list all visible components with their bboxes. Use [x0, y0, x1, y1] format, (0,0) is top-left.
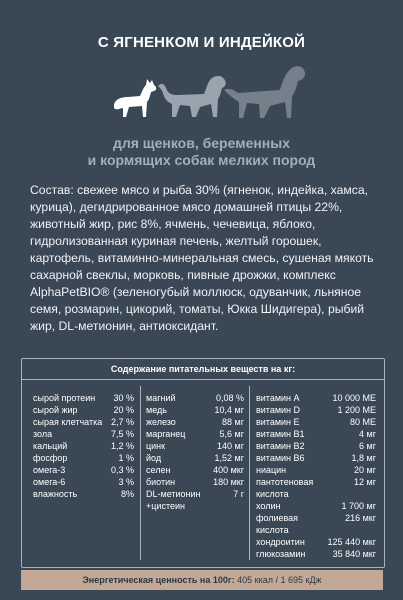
nutrient-name: пантотеновая	[256, 477, 314, 487]
nutrient-row	[256, 392, 376, 404]
nutrients-column-1	[33, 392, 134, 500]
nutrient-value: 7,5 %	[110, 429, 134, 439]
nutrient-row	[33, 428, 134, 440]
nutrient-name: хондроитин	[256, 537, 305, 547]
nutrient-value: 2,7 %	[110, 417, 134, 427]
nutrient-value: 6 мг	[359, 441, 376, 451]
nutrient-row	[256, 500, 376, 512]
nutrient-name: магний	[146, 393, 176, 403]
nutrient-name: DL-метионин	[146, 489, 201, 499]
nutrient-name: кислота	[256, 525, 289, 535]
nutrient-row	[146, 416, 244, 428]
nutrient-name: омега-3	[33, 465, 66, 475]
product-title: С ЯГНЕНКОМ И ИНДЕЙКОЙ	[97, 34, 306, 51]
nutrient-row	[33, 440, 134, 452]
composition-text: Состав: свежее мясо и рыба 30% (ягненок, индейка, хамса, курица), дегидрированное мясо домашней птицы 22%, животный жир, рис 8%, ячмень, чечевица, яблоко, гидролизованная куриная печень, желтый горошек, картофель, витаминно-минеральная смесь, сушеная мякоть сахарной свеклы, морковь, пивные дрожжи, комплекс AlphaPetBIO® (зеленогубый моллюск, одуванчик, льняное семя, розмарин, цикорий, томаты, Юкка Шидигера), рыбий жир, DL-метионин, антиоксидант.	[30, 183, 374, 333]
nutrient-value: 4 мг	[359, 429, 376, 439]
large-dog-icon	[224, 66, 305, 118]
nutrient-name: витамин D	[256, 405, 301, 415]
nutrient-value: 1 %	[118, 453, 134, 463]
nutrient-row	[146, 392, 244, 404]
nutrient-value: 400 мкг	[213, 465, 244, 475]
nutrient-value: 0,08 %	[215, 393, 244, 403]
nutrient-name: витамин B1	[256, 429, 305, 439]
nutrient-row	[146, 404, 244, 416]
nutrient-value: 3 %	[118, 477, 134, 487]
nutrient-value: 0,3 %	[110, 465, 134, 475]
small-dog-icon	[114, 79, 156, 117]
nutrient-row	[33, 488, 134, 500]
energy-band	[21, 570, 383, 590]
nutrient-name: сырой жир	[33, 405, 78, 415]
nutrient-value: 35 840 мкг	[332, 549, 376, 559]
nutrients-column-3	[256, 392, 376, 560]
subtitle-line-2: и кормящих собак мелких пород	[87, 152, 316, 168]
nutrient-name: фолиевая	[256, 513, 299, 523]
nutrient-value: 125 440 мкг	[327, 537, 376, 547]
column-divider	[249, 386, 250, 560]
column-divider	[140, 386, 141, 560]
nutrient-row	[33, 476, 134, 488]
nutrient-row	[256, 404, 376, 416]
medium-dog-icon	[158, 76, 226, 117]
nutrient-row	[146, 464, 244, 476]
nutrient-row	[256, 548, 376, 560]
nutrient-name: кальций	[33, 441, 68, 451]
nutrient-name: сырая клетчатка	[33, 417, 103, 427]
nutrient-name: биотин	[146, 477, 176, 487]
nutrient-row	[33, 452, 134, 464]
nutrient-name: омега-6	[33, 477, 66, 487]
nutrient-row	[256, 428, 376, 440]
nutrient-name: фосфор	[33, 453, 68, 463]
nutrient-row	[256, 536, 376, 548]
subtitle-line-1: для щенков, беременных	[112, 135, 291, 151]
nutrient-name: витамин B6	[256, 453, 305, 463]
nutrient-name: цинк	[146, 441, 166, 451]
nutrient-value: 5,6 мг	[219, 429, 244, 439]
nutrient-name: витамин B2	[256, 441, 305, 451]
nutrient-row	[33, 416, 134, 428]
nutrient-row	[256, 440, 376, 452]
nutrient-row	[33, 392, 134, 404]
nutrient-row	[256, 452, 376, 464]
dogs-illustration	[0, 62, 403, 124]
nutrient-value: 30 %	[113, 393, 134, 403]
nutrient-value: 1,8 мг	[351, 453, 376, 463]
nutrient-row	[33, 404, 134, 416]
nutrient-value: 10,4 мг	[214, 405, 244, 415]
nutrient-row	[146, 500, 244, 512]
nutrient-row	[256, 464, 376, 476]
nutrient-value: 88 мг	[222, 417, 244, 427]
nutrient-row	[256, 416, 376, 428]
nutrients-column-2	[146, 392, 244, 512]
nutrient-row	[146, 488, 244, 500]
nutrient-row	[256, 512, 376, 524]
energy-value: 405 ккал / 1 695 кДж	[237, 575, 322, 585]
nutrient-value: 1,2 %	[110, 441, 134, 451]
nutrient-value: 216 мкг	[345, 513, 376, 523]
nutrient-row	[146, 440, 244, 452]
nutrient-name: селен	[146, 465, 171, 475]
nutrient-value: 8%	[120, 489, 134, 499]
nutrient-name: йод	[146, 453, 162, 463]
energy-label: Энергетическая ценность на 100г:	[82, 575, 235, 585]
nutrient-name: холин	[256, 501, 281, 511]
nutrient-name: медь	[146, 405, 167, 415]
nutrient-name: влажность	[33, 489, 78, 499]
nutrient-name: витамин E	[256, 417, 300, 427]
nutrient-row	[256, 488, 376, 500]
nutrient-value: 1 700 мг	[341, 501, 376, 511]
nutrient-value: 80 МЕ	[349, 417, 376, 427]
subtitle	[0, 135, 403, 169]
nutrient-row	[256, 476, 376, 488]
nutrient-row	[33, 464, 134, 476]
nutrients-title: Содержание питательных веществ на кг:	[22, 359, 384, 380]
nutrient-value: 180 мкг	[213, 477, 244, 487]
nutrient-row	[256, 524, 376, 536]
nutrient-row	[146, 452, 244, 464]
nutrient-name: глюкозамин	[256, 549, 306, 559]
nutrient-value: 20 мг	[354, 465, 376, 475]
nutrient-value: 1 200 МЕ	[337, 405, 376, 415]
nutrient-name: сырой протеин	[33, 393, 96, 403]
nutrient-name: зола	[33, 429, 53, 439]
nutrient-name: железо	[146, 417, 176, 427]
nutrient-name: ниацин	[256, 465, 287, 475]
nutrient-value: 7 г	[233, 489, 244, 499]
nutrient-row	[146, 476, 244, 488]
nutrient-value: 140 мг	[217, 441, 244, 451]
nutrient-value: 1,52 мг	[214, 453, 244, 463]
nutrient-value: 10 000 МЕ	[332, 393, 376, 403]
nutrient-name: +цистеин	[146, 501, 185, 511]
nutrient-name: витамин A	[256, 393, 300, 403]
nutrient-value: 12 мг	[354, 477, 376, 487]
nutrient-name: марганец	[146, 429, 186, 439]
nutrient-name: кислота	[256, 489, 289, 499]
nutrient-row	[146, 428, 244, 440]
nutrient-value: 20 %	[113, 405, 134, 415]
